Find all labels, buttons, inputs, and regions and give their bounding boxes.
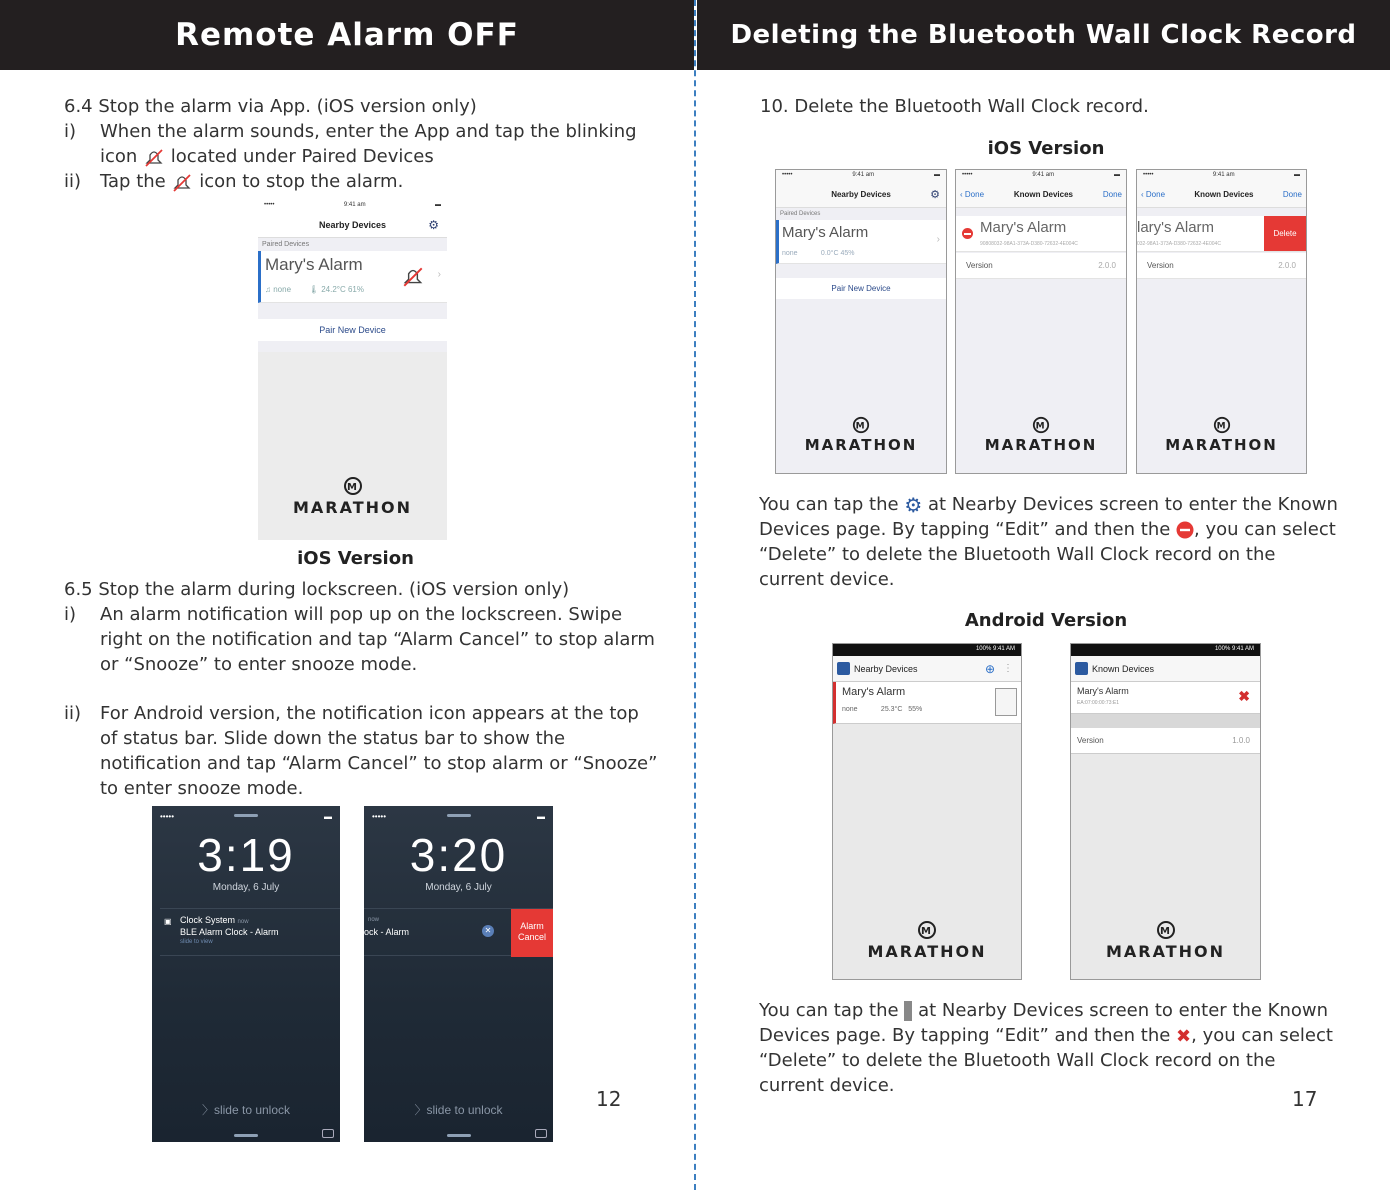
s65-i-line3: or “Snooze” to enter snooze mode. xyxy=(100,654,418,675)
brand-logo: MARATHON xyxy=(984,436,1098,454)
nav-title: Nearby Devices xyxy=(318,219,387,230)
version-row xyxy=(1137,253,1306,279)
device-name: Mary's Alarm xyxy=(980,219,1067,236)
page-divider xyxy=(694,0,696,1190)
device-row[interactable] xyxy=(1137,216,1306,252)
android-nearby-devices-screen xyxy=(832,643,1022,980)
page-number-right: 17 xyxy=(1292,1087,1318,1111)
back-label: Done xyxy=(1145,190,1166,199)
s64-ii-b: icon to stop the alarm. xyxy=(199,171,404,192)
status-signal: ••••• xyxy=(782,172,793,178)
ios-instructions-line1 xyxy=(759,492,1338,518)
camera-icon[interactable] xyxy=(535,1129,547,1138)
version-value: 2.0.0 xyxy=(1098,261,1116,270)
section-6-5-title: 6.5 Stop the alarm during lockscreen. (iOS version only) xyxy=(64,579,570,600)
ios-instructions-line2 xyxy=(759,517,1336,542)
lockscreen-notification xyxy=(152,806,340,1142)
android-status-bar: 100% 9:41 AM xyxy=(1071,644,1260,656)
s65-ii-line3: notification and tap “Alarm Cancel” to stop alarm or “Snooze” xyxy=(100,753,658,774)
marathon-logo-icon xyxy=(1213,416,1231,434)
ios-instructions-line4: current device. xyxy=(759,569,895,590)
app-icon xyxy=(837,662,850,675)
version-label: Version xyxy=(1077,736,1104,745)
close-icon[interactable]: ✕ xyxy=(482,925,494,937)
page-number-left: 12 xyxy=(596,1087,622,1111)
status-signal: ••••• xyxy=(372,812,387,821)
chevron-left-icon: ‹ xyxy=(1141,190,1144,199)
android-instructions-line2 xyxy=(759,1023,1333,1049)
s65-ii-line1: For Android version, the notification icon appears at the top xyxy=(100,703,639,724)
slide-to-unlock[interactable]: 〉slide to unlock xyxy=(201,1103,291,1117)
marathon-logo-icon xyxy=(917,920,937,940)
android-status-bar: 100% 9:41 AM xyxy=(833,644,1021,656)
item-ii-number: ii) xyxy=(64,703,82,724)
chevron-right-icon: › xyxy=(936,234,940,245)
s64-ii-line xyxy=(100,169,403,194)
lock-date: Monday, 6 July xyxy=(425,882,492,893)
back-label: Done xyxy=(964,190,985,199)
item-i-number: i) xyxy=(64,121,77,142)
brand-logo: MARATHON xyxy=(867,942,987,961)
alarm-off-icon[interactable] xyxy=(401,265,425,287)
device-hum: 61% xyxy=(347,285,364,294)
camera-icon[interactable] xyxy=(322,1129,334,1138)
ios-known-devices-delete-screen xyxy=(1136,169,1307,474)
s64-i-line2-b: located under Paired Devices xyxy=(170,146,434,167)
notif-body: BLE Alarm Clock - Alarm xyxy=(180,927,279,937)
alarm-notification[interactable] xyxy=(364,908,553,956)
device-row[interactable] xyxy=(833,682,1021,724)
device-name: lary's Alarm xyxy=(1137,219,1215,236)
device-hum: 55% xyxy=(908,706,923,713)
p1-l1-a: You can tap the xyxy=(759,494,899,515)
device-id: 90808032-98A1-373A-D380-72632-4E004C xyxy=(980,241,1078,247)
svg-text:M: M xyxy=(346,482,359,493)
thermometer-icon: 🌡 xyxy=(308,285,319,294)
ios-nearby-devices-screen xyxy=(775,169,947,474)
battery-icon: ▬ xyxy=(1113,172,1120,178)
chevron-right-icon: › xyxy=(437,269,441,280)
p2-l1-a: You can tap the xyxy=(759,1000,899,1021)
device-id: 032-98A1-373A-D380-72632-4E004C xyxy=(1137,241,1221,247)
marathon-logo-icon xyxy=(1156,920,1176,940)
nav-title: Nearby Devices xyxy=(831,190,891,199)
status-signal: ••••• xyxy=(1143,172,1154,178)
s65-i-line1: An alarm notification will pop up on the lockscreen. Swipe xyxy=(100,604,623,625)
device-temp: 25.3°C xyxy=(880,706,903,713)
done-button[interactable]: Done xyxy=(1102,190,1122,199)
device-name: Mary's Alarm xyxy=(842,686,906,698)
device-hum: 45% xyxy=(840,250,855,257)
app-title: Nearby Devices xyxy=(854,663,918,674)
menu-dots-icon xyxy=(904,1001,912,1021)
svg-text:M: M xyxy=(1159,926,1172,937)
p1-l1-b: at Nearby Devices screen to enter the Known xyxy=(928,494,1338,515)
chevron-left-icon: ‹ xyxy=(960,190,963,199)
alarm-off-icon xyxy=(143,147,165,167)
alarm-off-icon xyxy=(171,172,193,192)
version-value: 2.0.0 xyxy=(1278,261,1296,270)
device-name: Mary's Alarm xyxy=(265,255,363,274)
svg-text:M: M xyxy=(855,421,867,432)
battery-icon: ▬ xyxy=(537,812,545,821)
device-temp: 24.2°C xyxy=(321,285,346,294)
s64-i-line2 xyxy=(100,144,434,169)
section-label: Paired Devices xyxy=(262,241,310,248)
status-time: 9:41 am xyxy=(1032,172,1055,178)
status-signal: ••••• xyxy=(962,172,973,178)
version-label: Version xyxy=(966,261,993,270)
version-label: Version xyxy=(1147,261,1174,270)
p1-l2-a: Devices page. By tapping “Edit” and then the xyxy=(759,519,1171,540)
bell-icon: ♫ xyxy=(265,285,271,294)
item-ii-number: ii) xyxy=(64,171,82,192)
back-button[interactable] xyxy=(1141,190,1165,199)
status-time: 9:41 am xyxy=(1212,172,1235,178)
notif-now: now xyxy=(368,917,380,923)
svg-text:M: M xyxy=(1216,421,1227,432)
device-row[interactable] xyxy=(776,220,946,264)
notif-now: now xyxy=(237,919,249,925)
status-signal: ••••• xyxy=(160,812,175,821)
svg-text:M: M xyxy=(1035,421,1047,432)
device-row[interactable] xyxy=(1071,682,1260,714)
lockscreen-swiped-notification xyxy=(364,806,553,1142)
s65-i-line2: right on the notification and tap “Alarm Cancel” to stop alarm xyxy=(100,629,655,650)
pair-new-device-button[interactable]: Pair New Device xyxy=(776,278,946,299)
brand-logo: MARATHON xyxy=(1105,942,1226,961)
p2-l2-a: Devices page. By tapping “Edit” and then the xyxy=(759,1025,1171,1046)
lock-date: Monday, 6 July xyxy=(212,882,280,893)
app-icon: ▣ xyxy=(164,917,172,926)
status-time: 9:41 am xyxy=(343,202,366,208)
done-button[interactable]: Done xyxy=(1282,190,1302,199)
step-10: 10. Delete the Bluetooth Wall Clock record. xyxy=(760,96,1149,117)
android-known-devices-screen xyxy=(1070,643,1261,980)
delete-button[interactable]: Delete xyxy=(1264,216,1306,252)
item-i-number: i) xyxy=(64,604,77,625)
nav-title: Known Devices xyxy=(1194,190,1254,199)
app-title: Known Devices xyxy=(1092,663,1155,674)
android-instructions-line1 xyxy=(759,998,1328,1023)
p2-l2-b: , you can select xyxy=(1191,1025,1333,1046)
gear-icon[interactable]: ⚙ xyxy=(428,217,439,232)
s64-i-line2-a: icon xyxy=(100,146,138,167)
alarm-notification[interactable] xyxy=(160,908,340,956)
device-temp: 0.0°C xyxy=(820,250,839,257)
ios-known-devices-edit-screen xyxy=(955,169,1127,474)
notif-body: ock - Alarm xyxy=(364,927,410,937)
s64-i-line1: When the alarm sounds, enter the App and tap the blinking xyxy=(100,121,637,142)
device-name: Mary's Alarm xyxy=(782,224,869,241)
minus-circle-icon xyxy=(1176,521,1194,539)
battery-icon: ▬ xyxy=(1293,172,1300,178)
add-icon[interactable]: ⊕ xyxy=(984,661,995,676)
gear-icon[interactable]: ⚙ xyxy=(930,189,940,201)
marathon-logo-icon xyxy=(852,416,870,434)
ios-version-caption: iOS Version xyxy=(297,548,414,569)
marathon-logo-icon xyxy=(343,476,363,496)
svg-text:M: M xyxy=(921,926,933,937)
slide-to-unlock[interactable]: 〉slide to unlock xyxy=(414,1103,503,1117)
menu-dots-icon[interactable]: ⋮ xyxy=(1003,663,1013,674)
brand-logo: MARATHON xyxy=(1165,436,1278,454)
alarm-cancel-button[interactable]: Alarm Cancel xyxy=(511,909,553,957)
lock-time: 3:20 xyxy=(409,829,508,881)
notif-app: Clock System xyxy=(180,915,236,925)
device-alarm: none xyxy=(842,706,858,713)
status-signal: ••••• xyxy=(264,202,275,208)
x-icon[interactable]: ✖ xyxy=(1238,688,1250,704)
s64-ii-a: Tap the xyxy=(100,171,166,192)
battery-icon: ▬ xyxy=(434,202,441,208)
android-instructions-line3: “Delete” to delete the Bluetooth Wall Clock record on the xyxy=(759,1050,1276,1071)
brand-logo: MARATHON xyxy=(292,498,413,517)
back-button[interactable] xyxy=(960,190,984,199)
device-alarm: none xyxy=(782,250,798,257)
x-icon: ✖ xyxy=(1176,1025,1192,1047)
device-alarm: none xyxy=(273,285,292,294)
right-page-title: Deleting the Bluetooth Wall Clock Record xyxy=(697,0,1390,70)
p2-l1-b: at Nearby Devices screen to enter the Known xyxy=(918,1000,1329,1021)
device-id: EA:07:00:00:73:E1 xyxy=(1077,700,1119,706)
device-name: Mary's Alarm xyxy=(1077,686,1129,696)
app-icon xyxy=(1075,662,1088,675)
version-row xyxy=(956,253,1126,279)
version-value: 1.0.0 xyxy=(1232,736,1250,745)
nav-title: Known Devices xyxy=(1013,190,1074,199)
android-instructions-line4: current device. xyxy=(759,1075,895,1096)
battery-icon: ▬ xyxy=(933,172,940,178)
s65-ii-line2: of status bar. Slide down the status bar to show the xyxy=(100,728,566,749)
ios-nearby-devices-screen xyxy=(258,200,447,540)
brand-logo: MARATHON xyxy=(804,436,918,454)
android-version-caption: Android Version xyxy=(964,610,1128,631)
section-label: Paired Devices xyxy=(780,211,821,217)
s65-ii-line4: to enter snooze mode. xyxy=(100,778,304,799)
device-row[interactable] xyxy=(258,251,447,303)
p1-l2-b: , you can select xyxy=(1194,519,1336,540)
left-page-title: Remote Alarm OFF xyxy=(0,0,694,70)
version-row xyxy=(1071,728,1260,754)
status-time: 9:41 am xyxy=(852,172,875,178)
ios-version-caption: iOS Version xyxy=(987,138,1105,159)
marathon-logo-icon xyxy=(1032,416,1050,434)
alarm-chart-icon[interactable] xyxy=(995,688,1017,716)
gear-icon: ⚙ xyxy=(904,492,923,517)
ios-instructions-line3: “Delete” to delete the Bluetooth Wall Clock record on the xyxy=(759,544,1276,565)
section-6-4-title: 6.4 Stop the alarm via App. (iOS version only) xyxy=(64,96,477,117)
notif-hint: slide to view xyxy=(180,939,213,945)
battery-icon: ▬ xyxy=(324,812,332,821)
lock-time: 3:19 xyxy=(197,829,295,881)
pair-new-device-button[interactable]: Pair New Device xyxy=(258,319,447,341)
device-row[interactable] xyxy=(956,216,1126,252)
